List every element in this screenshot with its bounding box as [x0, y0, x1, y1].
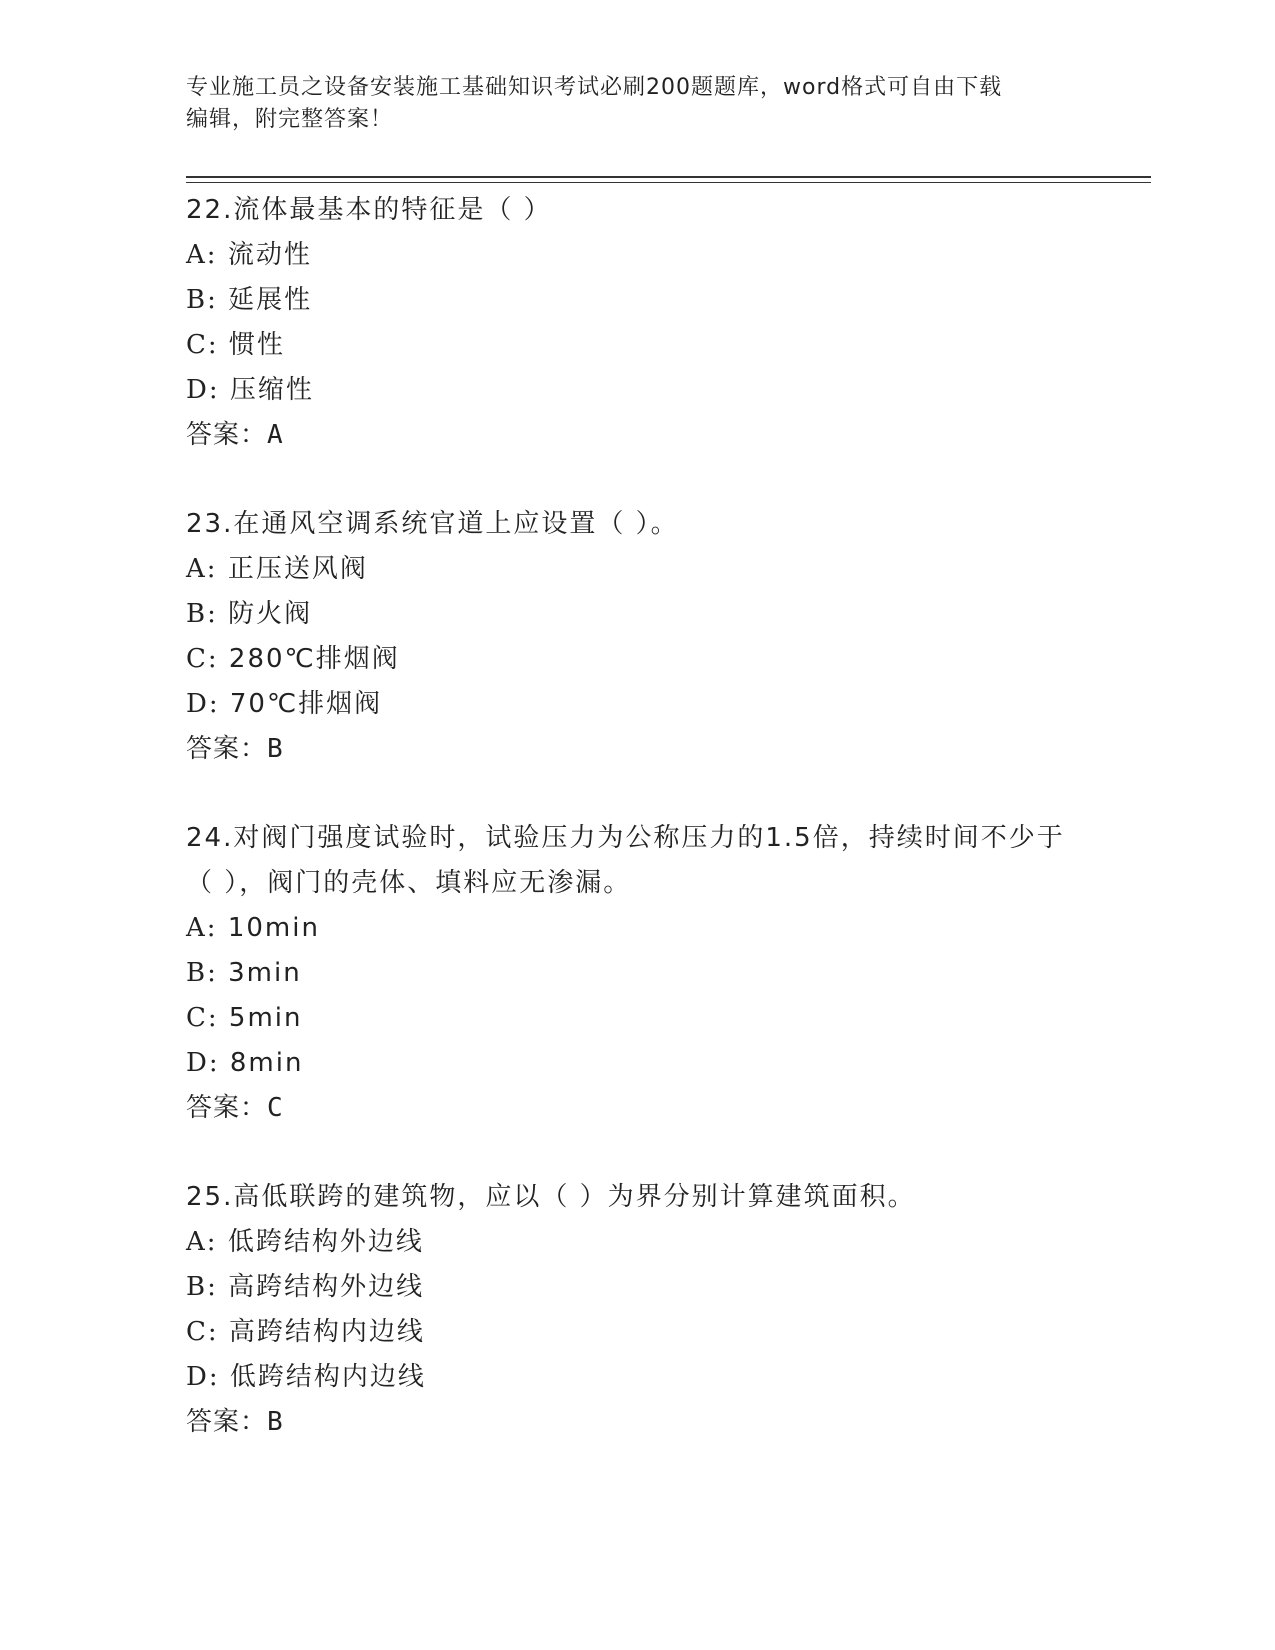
option-letter: D:	[186, 689, 220, 719]
option-letter: D:	[186, 1362, 220, 1392]
option-letter: B:	[186, 958, 218, 988]
question-list	[186, 188, 1086, 1489]
question-25	[186, 1175, 1086, 1445]
option-text: 5min	[228, 1003, 303, 1033]
option-a	[186, 1220, 1086, 1265]
question-23	[186, 502, 1086, 772]
question-stem: 25.高低联跨的建筑物，应以（ ）为界分别计算建筑面积。	[186, 1182, 916, 1212]
option-text: 延展性	[228, 285, 313, 315]
header-title-line-2: 编辑，附完整答案！	[186, 107, 394, 132]
option-letter: A:	[186, 240, 218, 270]
answer-line: 答案：B	[186, 734, 284, 764]
answer-line: 答案：B	[186, 1407, 284, 1437]
option-letter: C:	[186, 330, 219, 360]
option-a	[186, 906, 1086, 951]
document-header	[186, 72, 1086, 136]
header-title-line-1: 专业施工员之设备安装施工基础知识考试必刷200题题库，word格式可自由下载	[186, 75, 1003, 100]
option-c	[186, 323, 1086, 368]
question-stem: 22.流体最基本的特征是（ ）	[186, 195, 552, 225]
header-divider-thin	[186, 182, 1151, 183]
option-letter: A:	[186, 1227, 218, 1257]
option-text: 惯性	[228, 330, 285, 360]
option-text: 70℃排烟阀	[229, 689, 383, 719]
option-text: 8min	[229, 1048, 304, 1078]
question-22	[186, 188, 1086, 458]
option-letter: D:	[186, 1048, 220, 1078]
option-text: 10min	[227, 913, 320, 943]
option-letter: C:	[186, 1003, 219, 1033]
option-d	[186, 682, 1086, 727]
option-text: 正压送风阀	[227, 554, 368, 584]
option-b	[186, 951, 1086, 996]
option-text: 低跨结构内边线	[229, 1362, 426, 1392]
option-letter: A:	[186, 913, 218, 943]
option-a	[186, 233, 1086, 278]
option-d	[186, 1355, 1086, 1400]
option-c	[186, 637, 1086, 682]
question-stem: 24.对阀门强度试验时，试验压力为公称压力的1.5倍，持续时间不少于（ ），阀门的壳体、填料应无渗漏。	[186, 823, 1065, 898]
option-text: 280℃排烟阀	[228, 644, 400, 674]
option-text: 防火阀	[228, 599, 313, 629]
header-divider-thick	[186, 176, 1151, 178]
option-text: 流动性	[227, 240, 312, 270]
option-letter: D:	[186, 375, 220, 405]
option-a	[186, 547, 1086, 592]
option-text: 低跨结构外边线	[227, 1227, 424, 1257]
option-letter: C:	[186, 1317, 219, 1347]
answer-line: 答案：A	[186, 420, 284, 450]
option-c	[186, 1310, 1086, 1355]
question-stem: 23.在通风空调系统官道上应设置（ ）。	[186, 509, 679, 539]
option-text: 3min	[228, 958, 302, 988]
option-letter: B:	[186, 599, 218, 629]
option-text: 压缩性	[229, 375, 314, 405]
option-d	[186, 1041, 1086, 1086]
option-letter: A:	[186, 554, 218, 584]
option-letter: C:	[186, 644, 219, 674]
option-d	[186, 368, 1086, 413]
option-letter: B:	[186, 285, 218, 315]
option-b	[186, 592, 1086, 637]
option-c	[186, 996, 1086, 1041]
option-b	[186, 278, 1086, 323]
question-24	[186, 816, 1086, 1131]
answer-line: 答案：C	[186, 1093, 284, 1123]
option-letter: B:	[186, 1272, 218, 1302]
option-text: 高跨结构外边线	[228, 1272, 425, 1302]
option-b	[186, 1265, 1086, 1310]
option-text: 高跨结构内边线	[228, 1317, 425, 1347]
